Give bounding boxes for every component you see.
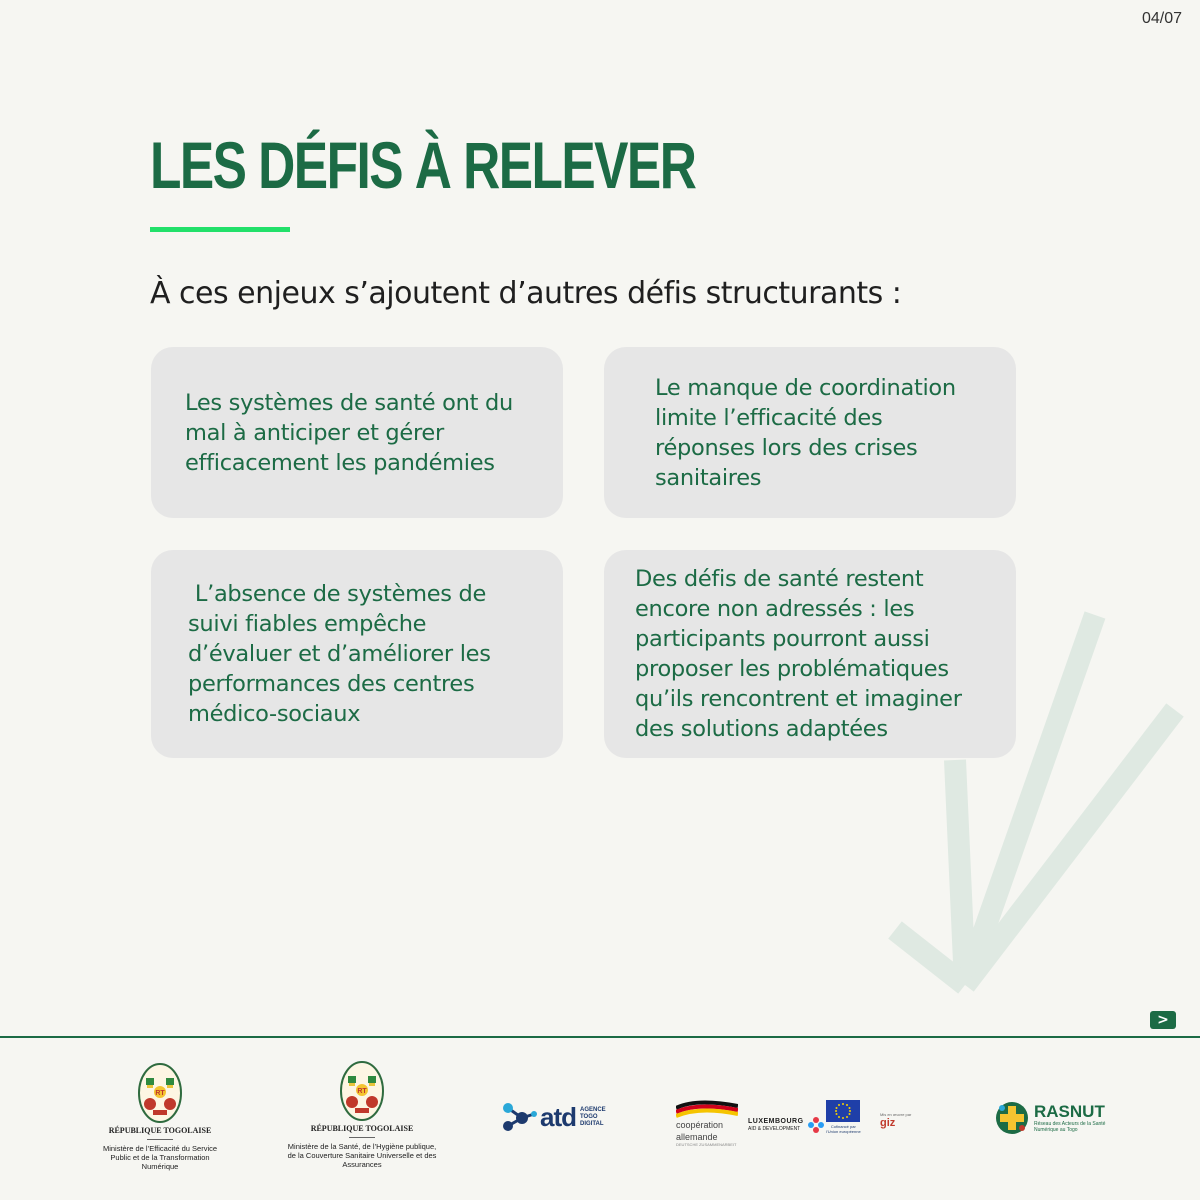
challenge-card-pandemics <box>151 347 563 518</box>
coop-line1: coopération <box>676 1120 724 1130</box>
org-title: RÉPUBLIQUE TOGOLAISE <box>310 1124 414 1133</box>
lux-sub: AID & DEVELOPMENT <box>748 1126 801 1132</box>
eu-flag-icon <box>826 1100 860 1122</box>
decorative-arrows <box>880 600 1200 1000</box>
org-description: Ministère de la Santé, de l’Hygiène publique, de la Couverture Sanitaire Universelle et des Assurances <box>287 1142 437 1169</box>
rasnut-name: RASNUT <box>1034 1102 1105 1121</box>
title-underline <box>150 227 290 232</box>
next-slide-button[interactable] <box>1150 1011 1176 1029</box>
coat-of-arms-icon <box>137 1062 183 1124</box>
card-text: L’absence de systèmes de suivi fiables empêche d’évaluer et d’améliorer les performances des centres médico-sociaux <box>188 581 498 727</box>
coop-line2: allemande <box>676 1132 718 1142</box>
org-description: Ministère de l’Efficacité du Service Public et de la Transformation Numérique <box>102 1144 218 1171</box>
rasnut-sub: Réseau des Acteurs de la Santé Numérique au Togo <box>1034 1121 1106 1133</box>
atd-subtitle <box>580 1107 606 1128</box>
flag-swoosh-icon <box>676 1100 738 1118</box>
emblem-text: RT <box>155 1090 165 1097</box>
atd-sub-line: DIGITAL <box>580 1120 604 1127</box>
chevron-right-icon: > <box>1157 1012 1169 1028</box>
org-title: RÉPUBLIQUE TOGOLAISE <box>108 1126 212 1135</box>
coat-of-arms-icon <box>339 1060 385 1122</box>
logo-ministry-public-service <box>80 1062 240 1171</box>
org-separator <box>349 1137 375 1138</box>
logo-ministry-health <box>282 1060 442 1169</box>
logo-atd <box>500 1100 606 1134</box>
emblem-text: RT <box>357 1088 367 1095</box>
logo-rasnut <box>994 1100 1126 1136</box>
challenge-card-coordination <box>604 347 1016 518</box>
logo-european-union <box>826 1100 861 1134</box>
card-text: Des défis de santé restent encore non adressés : les participants pourront aussi proposer les problématiques qu’ils rencontrent et imaginer des solutions adaptées <box>635 566 962 742</box>
footer-divider <box>0 1036 1200 1038</box>
rasnut-emblem-icon <box>994 1100 1030 1136</box>
page-number: 04/07 <box>1141 10 1182 27</box>
coop-sub: DEUTSCHE ZUSAMMENARBEIT <box>676 1142 737 1147</box>
logo-giz <box>880 1112 911 1129</box>
subtitle: À ces enjeux s’ajoutent d’autres défis structurants : <box>150 276 902 311</box>
challenge-card-monitoring <box>151 550 563 758</box>
lux-name: LUXEMBOURG <box>748 1118 804 1125</box>
page-title: LES DÉFIS À RELEVER <box>150 128 696 202</box>
logo-cooperation-allemande <box>676 1100 738 1147</box>
giz-top: Mis en œuvre par <box>880 1112 912 1117</box>
eu-caption-line: l’Union européenne <box>826 1129 861 1134</box>
atd-name: atd <box>540 1101 576 1132</box>
network-nodes-icon <box>500 1100 538 1134</box>
atd-sub-line: AGENCE <box>580 1106 606 1113</box>
atd-sub-line: TOGO <box>580 1113 598 1120</box>
card-text: Les systèmes de santé ont du mal à anticiper et gérer efficacement les pandémies <box>185 389 513 476</box>
eu-caption-line: Cofinancé par <box>830 1124 856 1129</box>
org-separator <box>147 1139 173 1140</box>
eu-caption <box>826 1124 861 1134</box>
card-text: Le manque de coordination limite l’efficacité des réponses lors des crises sanitaires <box>655 374 956 491</box>
giz-name: giz <box>880 1117 896 1129</box>
logo-luxembourg-aid <box>748 1116 825 1134</box>
pinwheel-icon <box>807 1116 825 1134</box>
